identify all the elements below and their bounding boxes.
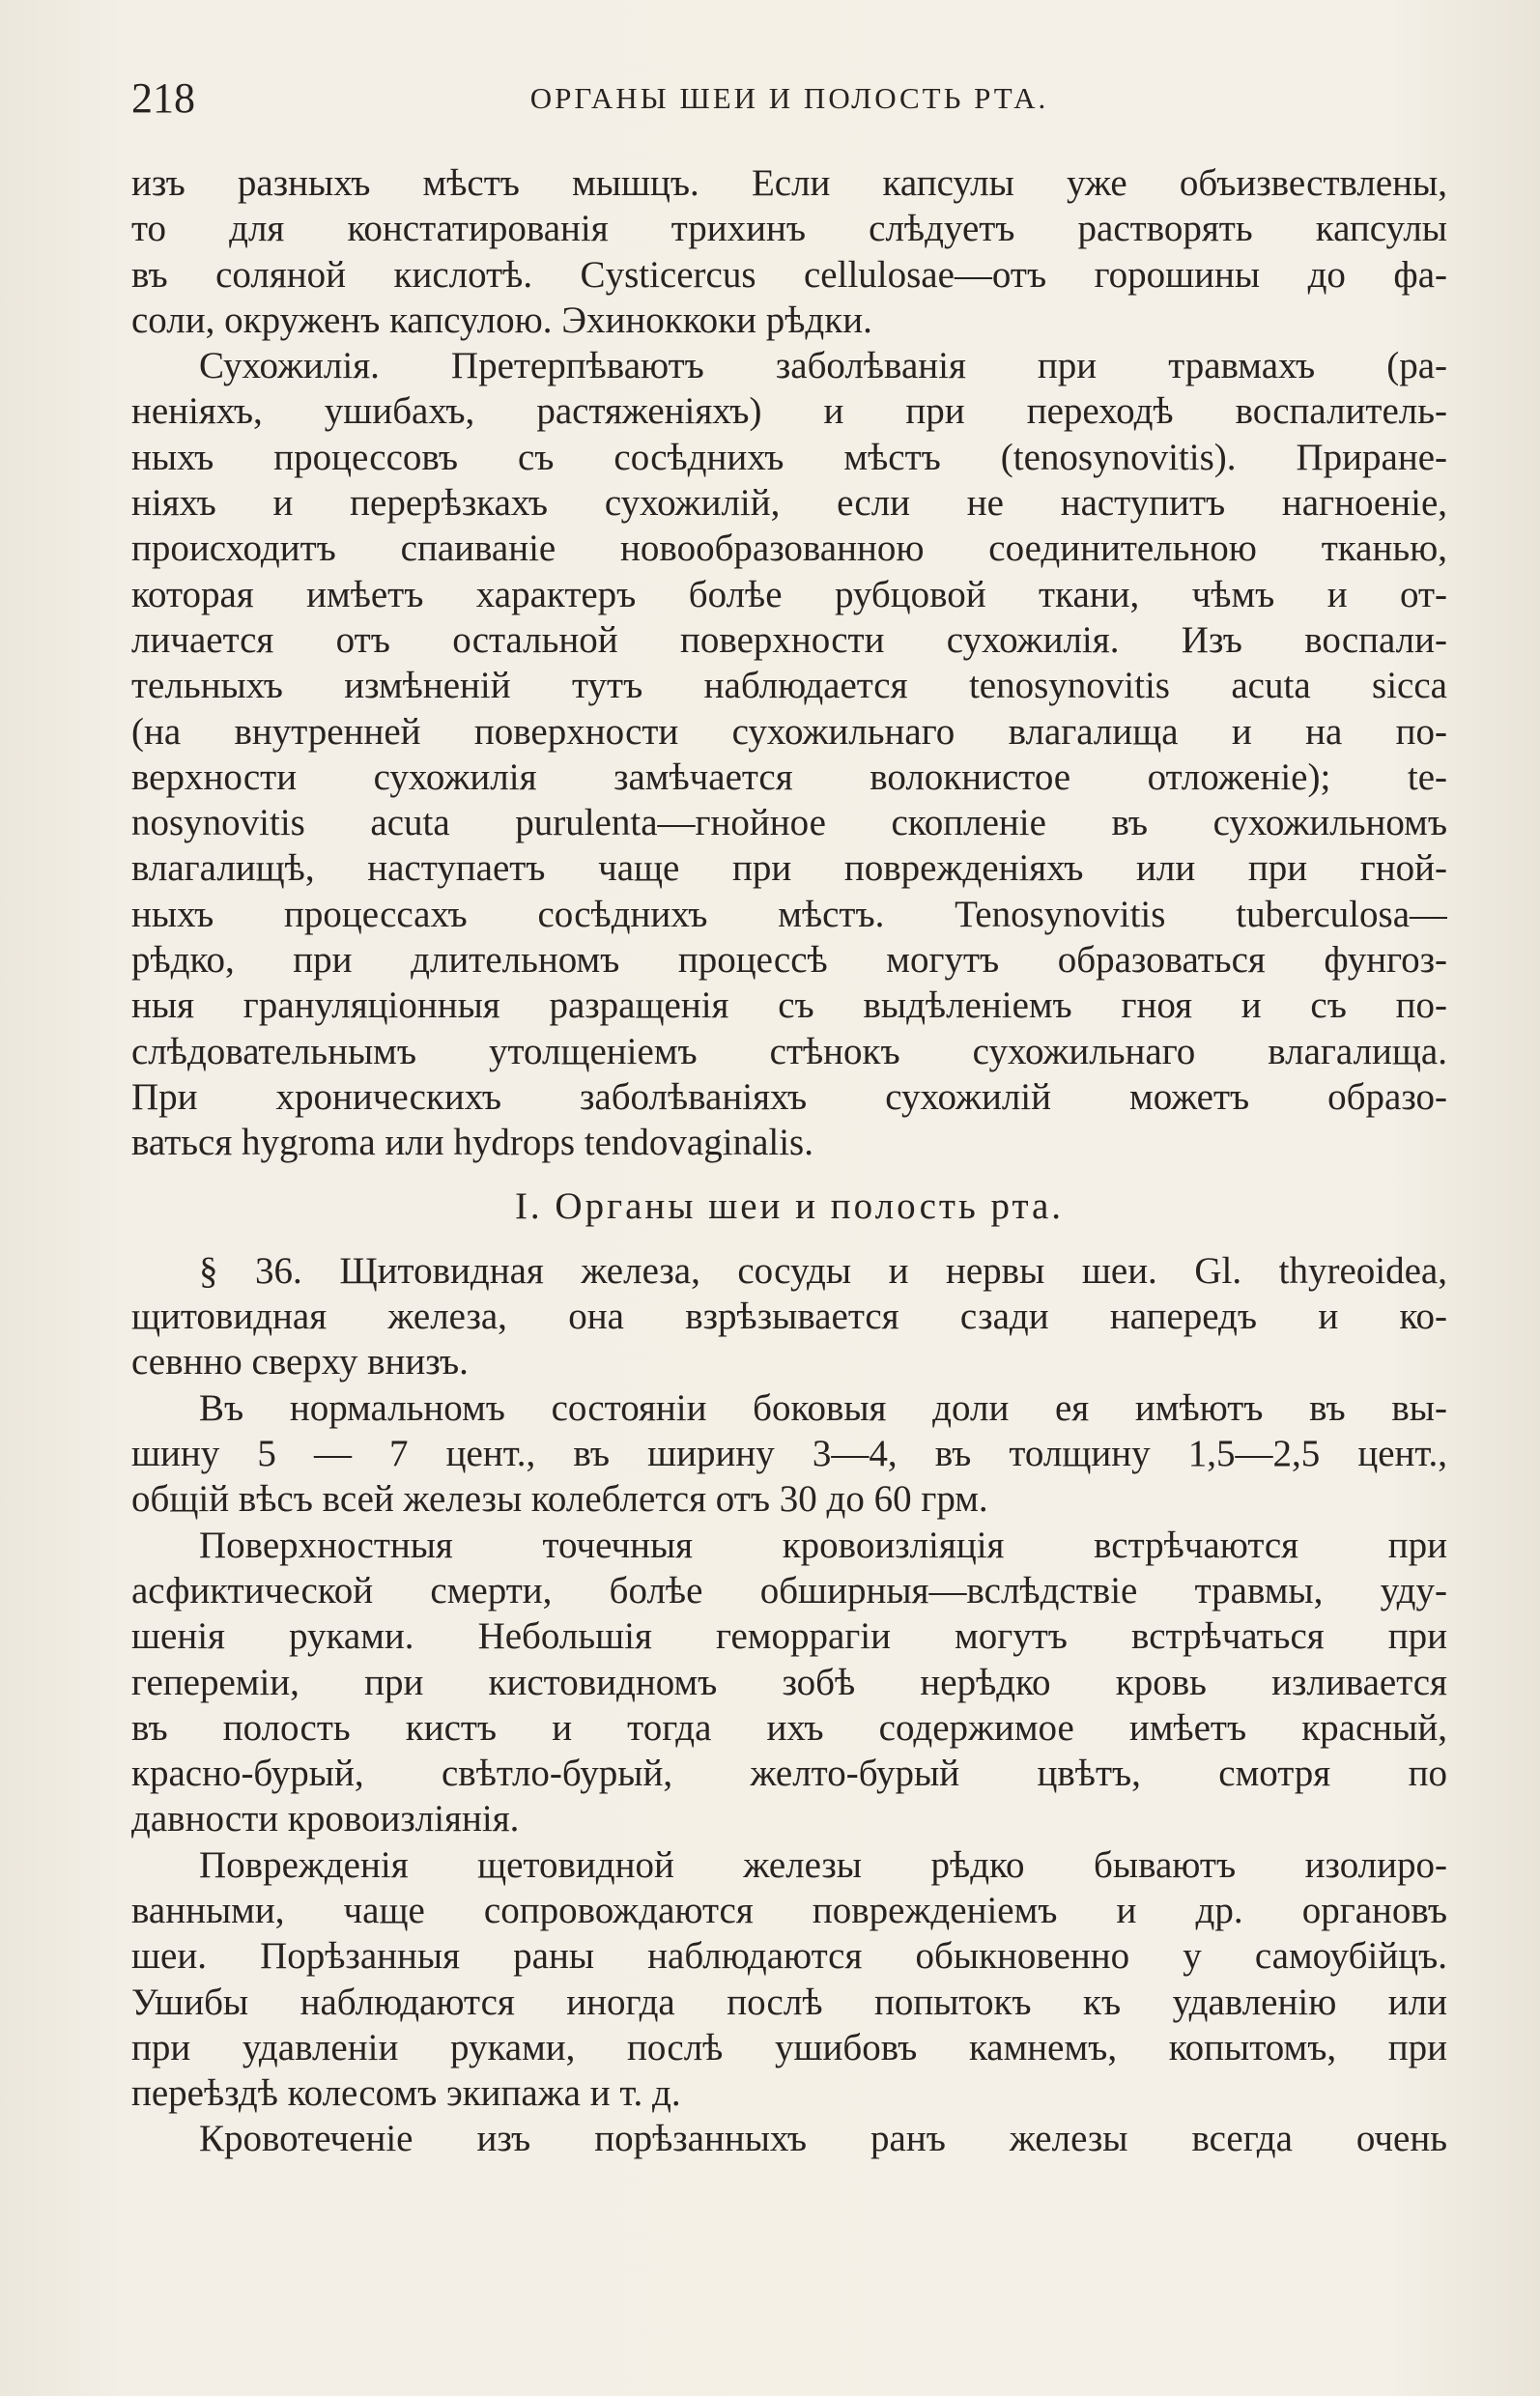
text-line: ніяхъ и перерѣзкахъ сухожилій, если не наступитъ нагноеніе,: [131, 482, 1447, 525]
text-line: шину 5 — 7 цент., въ ширину 3—4, въ толщину 1,5—2,5 цент.,: [131, 1433, 1447, 1475]
text-line: общій вѣсъ всей железы колеблется отъ 30 до 60 грм.: [131, 1478, 988, 1521]
text-line: рѣдко, при длительномъ процессѣ могутъ образоваться фунгоз-: [131, 939, 1447, 982]
text-line: давности кровоизліянія.: [131, 1798, 520, 1840]
text-line: Ушибы наблюдаются иногда послѣ попытокъ къ удавленію или: [131, 1981, 1447, 2023]
section-heading: I. Органы шеи и полость рта.: [514, 1184, 1065, 1227]
text-line: (на внутренней поверхности сухожильнаго влагалища и на по-: [131, 710, 1447, 753]
text-line: влагалищѣ, наступаетъ чаще при поврежденіяхъ или при гной-: [131, 847, 1447, 890]
text-line: ныхъ процессахъ сосѣднихъ мѣстъ. Tenosynovitis tuberculosa—: [131, 893, 1447, 935]
text-line: тельныхъ измѣненій тутъ наблюдается tenosynovitis acuta sicca: [131, 665, 1447, 707]
text-line: ваться hygroma или hydrops tendovaginalis.: [131, 1122, 813, 1164]
text-line: § 36. Щитовидная железа, сосуды и нервы шеи. Gl. thyreoidea,: [199, 1249, 1447, 1292]
text-line: гепереміи, при кистовидномъ зобѣ нерѣдко кровь изливается: [131, 1661, 1447, 1703]
body-text: [131, 160, 1447, 2162]
text-line: ныхъ процессовъ съ сосѣднихъ мѣстъ (tenosynovitis). Приране-: [131, 436, 1447, 478]
text-line: изъ разныхъ мѣстъ мышцъ. Если капсулы уже объизвествлены,: [131, 162, 1447, 204]
text-line: при удавленіи руками, послѣ ушибовъ камнемъ, копытомъ, при: [131, 2026, 1447, 2068]
text-line: ныя грануляціонныя разращенія съ выдѣленіемъ гноя и съ по-: [131, 984, 1447, 1027]
text-line: Сухожилія. Претерпѣваютъ заболѣванія при травмахъ (ра-: [199, 345, 1447, 387]
text-line: въ полость кистъ и тогда ихъ содержимое имѣетъ красный,: [131, 1706, 1447, 1749]
text-line: личается отъ остальной поверхности сухожилія. Изъ воспали-: [131, 618, 1447, 661]
text-line: Въ нормальномъ состояніи боковыя доли ея имѣютъ въ вы-: [199, 1386, 1447, 1429]
text-line: Поврежденія щетовидной железы рѣдко бываютъ изолиро-: [199, 1843, 1447, 1886]
text-line: шенія руками. Небольшія геморрагіи могутъ встрѣчаться при: [131, 1615, 1447, 1658]
text-line: которая имѣетъ характеръ болѣе рубцовой ткани, чѣмъ и от-: [131, 573, 1447, 615]
text-line: то для констатированія трихинъ слѣдуетъ растворять капсулы: [131, 208, 1447, 250]
text-line: соли, окруженъ капсулою. Эхиноккоки рѣдки.: [131, 299, 872, 341]
text-line: При хроническихъ заболѣваніяхъ сухожилій можетъ образо-: [131, 1075, 1447, 1118]
text-line: переѣздѣ колесомъ экипажа и т. д.: [131, 2072, 681, 2115]
page-number: 218: [131, 74, 195, 122]
text-line: неніяхъ, ушибахъ, растяженіяхъ) и при переходѣ воспалитель-: [131, 390, 1447, 433]
text-line: ванными, чаще сопровождаются поврежденіемъ и др. органовъ: [131, 1889, 1447, 1931]
text-line: верхности сухожилія замѣчается волокнистое отложеніе); te-: [131, 756, 1447, 798]
text-line: въ соляной кислотѣ. Cysticercus cellulosae—отъ горошины до фа-: [131, 253, 1447, 296]
running-head: [131, 70, 1447, 128]
text-line: асфиктической смерти, болѣе обширныя—вслѣдствіе травмы, уду-: [131, 1569, 1447, 1612]
text-line: слѣдовательнымъ утолщеніемъ стѣнокъ сухожильнаго влагалища.: [131, 1030, 1447, 1072]
text-line: щитовидная железа, она взрѣзывается сзади напередъ и ко-: [131, 1296, 1447, 1338]
text-line: красно-бурый, свѣтло-бурый, желто-бурый цвѣтъ, смотря по: [131, 1753, 1447, 1795]
text-line: шеи. Порѣзанныя раны наблюдаются обыкновенно у самоубійцъ.: [131, 1935, 1447, 1978]
text-line: севнно сверху внизъ.: [131, 1341, 469, 1383]
text-line: Поверхностныя точечныя кровоизліяція встрѣчаются при: [199, 1524, 1447, 1566]
text-line: происходитъ спаиваніе новообразованною соединительною тканью,: [131, 528, 1447, 570]
text-line: nosynovitis acuta purulenta—гнойное скопленіе въ сухожильномъ: [131, 802, 1447, 844]
running-title: ОРГАНЫ ШЕИ И ПОЛОСТЬ РТА.: [529, 81, 1049, 115]
text-line: Кровотеченіе изъ порѣзанныхъ ранъ железы всегда очень: [199, 2118, 1447, 2160]
